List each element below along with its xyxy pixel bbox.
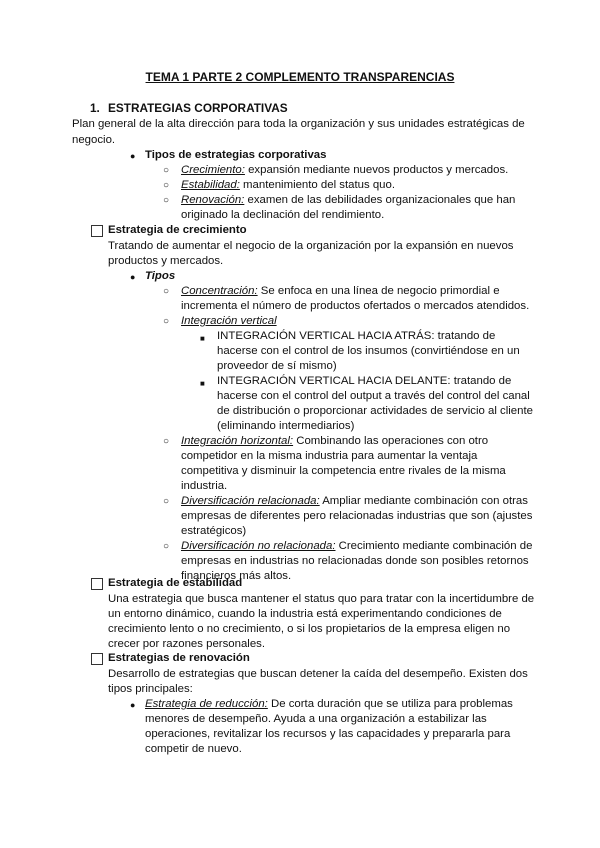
concentracion-item	[181, 284, 500, 299]
iv-back-2: hacerse con el control de los insumos (convirtiéndose en un	[217, 345, 520, 357]
checkbox[interactable]	[91, 578, 103, 590]
div-norel-l2: empresas en industrias no relacionadas donde son posibles retornos	[181, 555, 529, 567]
bullet-circle-icon: ○	[163, 195, 170, 206]
stability-heading: Estrategia de estabilidad	[108, 577, 243, 589]
div-rel-l2: empresas de diferentes pero relacionadas industrias que son (ajustes	[181, 510, 533, 522]
type-term: Estabilidad:	[181, 179, 240, 191]
bullet-circle-icon: ○	[163, 286, 170, 297]
integracion-vertical-term: Integración vertical	[181, 315, 277, 327]
iv-forward-2: hacerse con el control del output a través del control del canal	[217, 390, 530, 402]
growth-intro-2: productos y mercados.	[108, 255, 224, 267]
concentracion-l2: incrementa el número de productos ofertados o mercados atendidos.	[181, 300, 530, 312]
div-rel-l3: estratégicos)	[181, 525, 247, 537]
reduction-item	[145, 697, 513, 712]
type-item	[181, 163, 508, 178]
bullet-circle-icon: ○	[163, 316, 170, 327]
horizontal-l4: industria.	[181, 480, 228, 492]
iv-forward-1: INTEGRACIÓN VERTICAL HACIA DELANTE: tratando de	[217, 375, 512, 387]
bullet-circle-icon: ○	[163, 436, 170, 447]
growth-heading: Estrategia de crecimiento	[108, 224, 247, 236]
iv-forward-4: (eliminando intermediarios)	[217, 420, 355, 432]
section-heading-text: ESTRATEGIAS CORPORATIVAS	[108, 101, 288, 115]
div-rel-term: Diversificación relacionada:	[181, 495, 320, 507]
reduction-l4: competir de nuevo.	[145, 743, 242, 755]
concentracion-l1: Se enfoca en una línea de negocio primordial e	[257, 285, 500, 297]
div-norel-l1: Crecimiento mediante combinación de	[335, 540, 533, 552]
stability-line-4: crecer por razones personales.	[108, 638, 266, 650]
checkbox[interactable]	[91, 653, 103, 665]
bullet-dot-icon: ●	[130, 272, 136, 282]
bullet-circle-icon: ○	[163, 496, 170, 507]
bullet-square-icon: ■	[200, 334, 205, 343]
horizontal-item	[181, 434, 488, 449]
type-desc: examen de las debilidades organizacionales que han	[244, 194, 516, 206]
div-norel-l3: financieros más altos.	[181, 570, 292, 582]
section-number: 1.	[90, 101, 100, 115]
checkbox[interactable]	[91, 225, 103, 237]
horizontal-l1: Combinando las operaciones con otro	[293, 435, 489, 447]
bullet-circle-icon: ○	[163, 165, 170, 176]
bullet-square-icon: ■	[200, 379, 205, 388]
renewal-heading: Estrategias de renovación	[108, 652, 250, 664]
iv-back-3: proveedor de sí mismo)	[217, 360, 337, 372]
type-desc: mantenimiento del status quo.	[239, 179, 396, 191]
page-title: TEMA 1 PARTE 2 COMPLEMENTO TRANSPARENCIAS	[145, 70, 455, 84]
stability-line-1: Una estrategia que busca mantener el status quo para tratar con la incertidumbre de	[108, 593, 535, 605]
div-norel-term: Diversificación no relacionada:	[181, 540, 336, 552]
horizontal-term: Integración horizontal:	[181, 435, 294, 447]
reduction-term: Estrategia de reducción:	[145, 698, 268, 710]
renewal-line-2: tipos principales:	[108, 683, 193, 695]
div-norel-item	[181, 539, 532, 554]
bullet-dot-icon: ●	[130, 151, 136, 161]
types-heading: Tipos de estrategias corporativas	[145, 149, 327, 161]
bullet-circle-icon: ○	[163, 180, 170, 191]
section-intro-line-1: Plan general de la alta dirección para toda la organización y sus unidades estratégicas de	[72, 118, 525, 130]
type-term: Renovación:	[181, 194, 245, 206]
type-term: Crecimiento:	[181, 164, 245, 176]
growth-intro-1: Tratando de aumentar el negocio de la organización por la expansión en nuevos	[108, 240, 514, 252]
iv-forward-3: de distribución o proporcionar actividades de servicio al cliente	[217, 405, 533, 417]
stability-line-3: crecimiento lento o no crecimiento, o si los propietarios de la empresa eligen no	[108, 623, 511, 635]
horizontal-l3: competitiva y disminuir la competencia entre rivales de la misma	[181, 465, 506, 477]
type-item	[181, 178, 395, 193]
reduction-l2: menores de desempeño. Ayuda a una organización a estabilizar las	[145, 713, 487, 725]
section-heading	[90, 101, 288, 116]
tipos-label: Tipos	[145, 270, 176, 282]
renewal-line-1: Desarrollo de estrategias que buscan detener la caída del desempeño. Existen dos	[108, 668, 528, 680]
bullet-circle-icon: ○	[163, 541, 170, 552]
div-rel-item	[181, 494, 528, 509]
iv-back-1: INTEGRACIÓN VERTICAL HACIA ATRÁS: tratando de	[217, 330, 496, 342]
reduction-l1: De corta duración que se utiliza para problemas	[267, 698, 513, 710]
stability-line-2: un entorno dinámico, cuando la industria está experimentando condiciones de	[108, 608, 502, 620]
type-desc: expansión mediante nuevos productos y mercados.	[244, 164, 509, 176]
section-intro-line-2: negocio.	[72, 134, 116, 146]
reduction-l3: operaciones, revitalizar los recursos y las capacidades y prepararla para	[145, 728, 511, 740]
bullet-dot-icon: ●	[130, 700, 136, 710]
type-desc-cont: originado la declinación del rendimiento.	[181, 209, 385, 221]
div-rel-l1: Ampliar mediante combinación con otras	[319, 495, 528, 507]
type-item	[181, 193, 515, 208]
concentracion-term: Concentración:	[181, 285, 258, 297]
horizontal-l2: competidor en la misma industria para aumentar la ventaja	[181, 450, 478, 462]
